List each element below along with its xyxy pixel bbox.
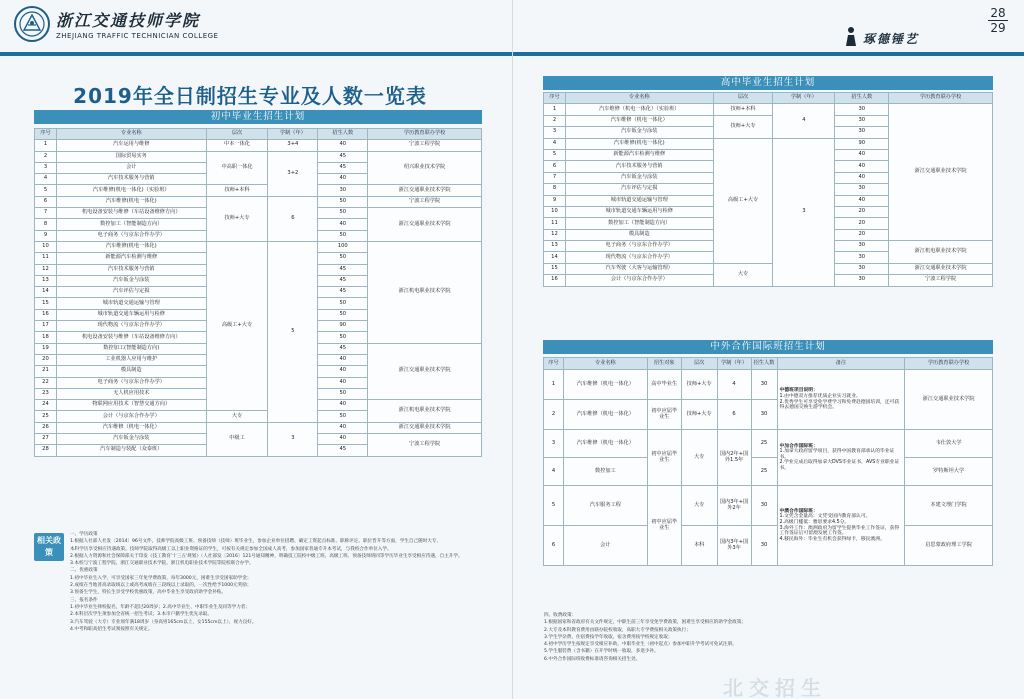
- major-name: 汽车维修（机电一体化）: [56, 422, 206, 433]
- table-row: [544, 104, 993, 115]
- row-number: 4: [544, 138, 566, 149]
- column-header: 学历教育联办学校: [889, 93, 993, 104]
- school-motto: 琢德锤艺: [863, 32, 920, 46]
- row-number: 22: [35, 377, 57, 388]
- major-name: 汽车技术服务与营销: [56, 264, 206, 275]
- row-number: 6: [35, 196, 57, 207]
- enrollment-count: 90: [318, 321, 368, 332]
- policy-line: 3.本校与宁波工程学院、浙江交通职业技术学院、浙江机电职业技术学院等院校联合办学。: [70, 561, 254, 567]
- table-header-row: [544, 93, 993, 104]
- column-header: 层次: [681, 358, 717, 370]
- duration: 国内3年+国外3年: [717, 526, 751, 566]
- middle-school-section-title: 初中毕业生招生计划: [34, 110, 482, 124]
- major-name: 现代物流（与京东合作办学）: [56, 321, 206, 332]
- enrollment-count: 30: [751, 400, 777, 430]
- major-name: 数控加工(智能制造方向): [56, 343, 206, 354]
- major-name: 模具制造: [56, 366, 206, 377]
- enrollment-count: 40: [318, 434, 368, 445]
- column-header: 序号: [35, 129, 57, 140]
- duration: 3: [773, 138, 835, 286]
- column-header: 备注: [777, 358, 905, 370]
- row-number: 12: [544, 229, 566, 240]
- row-number: 1: [544, 104, 566, 115]
- policy-text: [70, 531, 480, 633]
- partner-school: 韦仕敦大学: [905, 430, 993, 458]
- duration: 国内3年+国外2年: [717, 486, 751, 526]
- australia-note-line: 4.移民海外：毕业生有机会获得绿卡，移民澳洲。: [779, 536, 885, 542]
- major-name: 会计: [563, 526, 647, 566]
- partner-school: 浙江交通职业技术学院: [889, 104, 993, 241]
- enrollment-count: 90: [835, 138, 889, 149]
- row-number: 6: [544, 526, 564, 566]
- enrollment-count: 30: [835, 241, 889, 252]
- enrollment-count: 40: [318, 174, 368, 185]
- policy-line: 2.根据人力资源和社会保障部关于印发《技工教育'十三五'规划》（人社部发〔2016〕121号通知精神，明确技工院校中级工班、高级工班、预备技师班同等学历毕业生享受相应待遇，自主升学。: [70, 553, 463, 559]
- major-name: 机电设备安装与维修（车站设备维修方向）: [56, 208, 206, 219]
- partner-school: 宁波工程学院: [889, 275, 993, 286]
- policy-tag-label: 相关政策: [37, 536, 61, 557]
- row-number: 26: [35, 422, 57, 433]
- policy-line: 3.预备生学生，特长生享受学校优惠政策，高中毕业生享受政府助学金补贴。: [70, 590, 226, 596]
- enrollment-count: 45: [318, 343, 368, 354]
- level: 技师+大专: [713, 115, 773, 138]
- major-name: 数控加工（智能制造方向）: [565, 218, 713, 229]
- figure-icon: [843, 26, 859, 46]
- partner-school: 宁波工程学院: [368, 196, 482, 207]
- partner-school: 浙江交通职业技术学院: [368, 185, 482, 196]
- major-name: 汽车维修（机电一体化）（实验班）: [565, 104, 713, 115]
- duration: 3: [268, 422, 318, 456]
- row-number: 14: [35, 287, 57, 298]
- row-number: 10: [35, 241, 57, 252]
- column-header: 层次: [713, 93, 773, 104]
- australia-note-line: 3.海外工作：澳洲政府为留学生提供毕业工作签证，获得工作签证后可留澳发展工作签。: [779, 525, 900, 537]
- row-number: 3: [544, 127, 566, 138]
- enrollment-count: 50: [318, 332, 368, 343]
- column-header: 序号: [544, 93, 566, 104]
- policy-line: 1.初中毕业生入学，可享受国家三年免学费政策，每年3000元，困难生享受国家助学金；: [70, 575, 252, 581]
- enrollment-count: 50: [318, 309, 368, 320]
- duration: 4: [773, 104, 835, 138]
- partner-school: 罗特斯坦大学: [905, 458, 993, 486]
- row-number: 4: [544, 458, 564, 486]
- page-numbers: [986, 6, 1010, 35]
- row-number: 2: [544, 115, 566, 126]
- table-row: [544, 526, 993, 566]
- australia-note-line: 1.文凭含金量高：文凭受国内教育部认可。: [779, 514, 871, 520]
- table-row: [544, 370, 993, 400]
- enrollment-count: 30: [751, 486, 777, 526]
- row-number: 25: [35, 411, 57, 422]
- enrollment-count: 45: [318, 151, 368, 162]
- major-name: 物联网应用技术（智慧交通方向）: [56, 400, 206, 411]
- enrollment-count: 25: [751, 458, 777, 486]
- major-name: 汽车维修(机电一体化): [56, 196, 206, 207]
- enrollment-count: 30: [751, 370, 777, 400]
- enrollment-count: 40: [835, 149, 889, 160]
- level: 技师+大专: [206, 196, 268, 241]
- major-name: 汽车制造与装配（众泰班）: [56, 445, 206, 456]
- enrollment-count: 40: [318, 377, 368, 388]
- enrollment-count: 40: [318, 400, 368, 411]
- enrollment-count: 30: [835, 115, 889, 126]
- column-header: 招生人数: [835, 93, 889, 104]
- column-header: 招生人数: [318, 129, 368, 140]
- row-number: 23: [35, 388, 57, 399]
- duration: 6: [268, 196, 318, 241]
- main-title: 2019年全日制招生专业及人数一览表: [73, 84, 427, 108]
- table-row: [544, 458, 993, 486]
- level: 中本一体化: [206, 140, 268, 151]
- major-name: 汽车服务工程: [563, 486, 647, 526]
- enrollment-count: 40: [318, 354, 368, 365]
- table-row: [544, 263, 993, 274]
- row-number: 8: [35, 219, 57, 230]
- row-number: 1: [35, 140, 57, 151]
- partner-school: 宁波工程学院: [368, 434, 482, 457]
- enrollment-count: 20: [835, 218, 889, 229]
- row-number: 5: [544, 149, 566, 160]
- column-header: 专业名称: [56, 129, 206, 140]
- policy-line: 2.成绩在当地普高录取线以上或高考成绩在三段线以上录取的，一次性给予1000元奖励；: [70, 583, 252, 589]
- enrollment-count: 40: [318, 140, 368, 151]
- column-header: 学制（年）: [717, 358, 751, 370]
- column-header: 学制（年）: [773, 93, 835, 104]
- row-number: 2: [35, 151, 57, 162]
- level: 技师+本科: [206, 185, 268, 196]
- row-number: 18: [35, 332, 57, 343]
- enrollment-count: 40: [835, 161, 889, 172]
- duration: 3+4: [268, 140, 318, 151]
- enrollment-count: 30: [835, 275, 889, 286]
- enrollment-count: 45: [318, 275, 368, 286]
- partner-school: 绍兴职业技术学院: [368, 151, 482, 185]
- germany-note-line: 2.优秀学生可享受免学费学习和免费赴德国培训，还可获得去德国交换生游学机会。: [779, 399, 900, 411]
- enrollment-count: 40: [318, 366, 368, 377]
- major-name: 城市轨道交通车辆运用与检修: [56, 309, 206, 320]
- fee-note-line: 4.初中学历学生按规定享受相应补助，中职毕业生（初中起点）参加中职升学考试可免试注册。: [544, 642, 737, 648]
- target-group: 高中毕业生: [647, 370, 681, 400]
- major-name: 汽车技术服务与营销: [56, 174, 206, 185]
- level: 本科: [681, 526, 717, 566]
- major-name: 汽车维修（机电一体化）: [563, 430, 647, 458]
- enrollment-count: 45: [318, 162, 368, 173]
- major-name: 会计（与京东合作办学）: [56, 411, 206, 422]
- major-name: 汽车钣金与涂装: [565, 172, 713, 183]
- enrollment-count: 30: [835, 263, 889, 274]
- level: 技师+大专: [681, 400, 717, 430]
- row-number: 9: [544, 195, 566, 206]
- policy-line: 1.根据人社部人社发〔2014〕96号文件，技师学院高级工班、预备技师（技师）班毕业生，参加企业单位招聘、确定工资起点标准、职称评定、职位晋升等方面，学生自己随时大专、: [70, 539, 442, 545]
- row-number: 5: [35, 185, 57, 196]
- major-name: 汽车钣金与涂装: [56, 275, 206, 286]
- major-name: 新能源汽车检测与维修: [56, 253, 206, 264]
- policy-line: 本科学历享受相应待遇政策。技师学院取得高级工以上职业资格证的学生，可按有关规定参加全国成人高考，参加国家普通专升本考试，与我校合作单位入学。: [70, 546, 392, 552]
- major-name: 汽车维修(机电一体化): [565, 138, 713, 149]
- major-name: 电子商务（与京东合作办学）: [56, 230, 206, 241]
- major-name: 新能源汽车检测与维修: [565, 149, 713, 160]
- table-row: [35, 151, 482, 162]
- duration: 6: [717, 400, 751, 430]
- major-name: 汽车维修(机电一体化): [56, 241, 206, 252]
- table-row: [35, 422, 482, 433]
- australia-note: [777, 486, 905, 566]
- enrollment-count: 20: [835, 229, 889, 240]
- enrollment-count: 40: [835, 195, 889, 206]
- major-name: 汽车钣金与涂装: [56, 434, 206, 445]
- row-number: 16: [544, 275, 566, 286]
- table-row: [544, 430, 993, 458]
- fee-note-line: 5.学生服装费（含书籍）在开学时统一收取，多退少补。: [544, 649, 659, 655]
- major-name: 现代物流（与京东合作办学）: [565, 252, 713, 263]
- row-number: 20: [35, 354, 57, 365]
- enrollment-count: 50: [318, 388, 368, 399]
- major-name: 汽车评估与定损: [565, 184, 713, 195]
- germany-note: [777, 370, 905, 430]
- major-name: 城市轨道交通运输与管理: [565, 195, 713, 206]
- major-name: 电子商务（与京东合作办学）: [565, 241, 713, 252]
- level: 大专: [206, 411, 268, 422]
- major-name: 会计（与京东合作办学）: [565, 275, 713, 286]
- row-number: 15: [35, 298, 57, 309]
- partner-school: 浙江交通职业技术学院: [368, 343, 482, 399]
- major-name: 汽车维修（机电一体化）: [563, 370, 647, 400]
- target-group: 初中应届毕业生: [647, 486, 681, 566]
- duration: 国内2年+国外1.5年: [717, 430, 751, 486]
- row-number: 28: [35, 445, 57, 456]
- enrollment-count: 50: [318, 230, 368, 241]
- canada-note: [777, 430, 905, 486]
- row-number: 17: [35, 321, 57, 332]
- australia-note-line: 2.高级门槛低：雅思要求4.5分。: [779, 519, 850, 525]
- level: 大专: [681, 486, 717, 526]
- major-name: 数控加工: [563, 458, 647, 486]
- row-number: 7: [35, 208, 57, 219]
- row-number: 7: [544, 172, 566, 183]
- table-row: [35, 196, 482, 207]
- page-number-right: 29: [990, 21, 1006, 35]
- row-number: 9: [35, 230, 57, 241]
- high-school-table: [543, 92, 993, 287]
- fee-note-line: 3.学生学杂费、住宿费按学年收取，宿舍费用按学校规定收取；: [544, 634, 673, 640]
- enrollment-count: 45: [318, 287, 368, 298]
- partner-school: 浙江交通职业技术学院: [368, 208, 482, 242]
- row-number: 6: [544, 161, 566, 172]
- row-number: 4: [35, 174, 57, 185]
- enrollment-count: 40: [318, 422, 368, 433]
- enrollment-count: 30: [751, 526, 777, 566]
- partner-school: 浙江机电职业技术学院: [889, 241, 993, 264]
- watermark: 北交招生: [723, 676, 827, 699]
- high-school-section-title: 高中毕业生招生计划: [543, 76, 993, 90]
- level: 技师+大专: [681, 370, 717, 400]
- policy-line: 4.中考和职高招生考试须按照有关规定。: [70, 626, 153, 632]
- major-name: 汽车钣金与涂装: [565, 127, 713, 138]
- policy-line: 1.初中毕业生择校报名，年龄不超过20周岁；2.高中毕业生、中职毕业生及同等学力者；: [70, 604, 250, 610]
- row-number: 8: [544, 184, 566, 195]
- enrollment-count: 30: [835, 104, 889, 115]
- major-name: 汽车评估与定损: [56, 287, 206, 298]
- intl-table: [543, 357, 993, 566]
- policy-tag: [34, 533, 64, 561]
- intl-section-title: 中外合作国际班招生计划: [543, 340, 993, 354]
- column-header: 招生人数: [751, 358, 777, 370]
- row-number: 2: [544, 400, 564, 430]
- school-emblem-icon: [14, 6, 50, 42]
- enrollment-count: 45: [318, 264, 368, 275]
- level: 中级工: [206, 422, 268, 456]
- enrollment-count: 30: [318, 185, 368, 196]
- row-number: 1: [544, 370, 564, 400]
- target-group: 初中应届毕业生: [647, 400, 681, 430]
- major-name: 汽车驾驶（大客与运输管理）: [565, 263, 713, 274]
- enrollment-count: 50: [318, 208, 368, 219]
- table-row: [544, 486, 993, 526]
- canada-note-line: 1.加拿大政府留学项目，获得中国教育部承认的毕业证书。: [779, 449, 895, 460]
- policy-line: 二、优惠政策: [70, 568, 98, 574]
- row-number: 24: [35, 400, 57, 411]
- column-header: 学制（年）: [268, 129, 318, 140]
- table-header-row: [35, 129, 482, 140]
- major-name: 会计: [56, 162, 206, 173]
- column-header: 序号: [544, 358, 564, 370]
- page-number-left: 28: [990, 6, 1006, 20]
- germany-note-title: 中德班项目说明：: [779, 388, 818, 394]
- header-divider-right: [513, 52, 1024, 56]
- partner-school: 浙江交通职业技术学院: [889, 263, 993, 274]
- level: 高级工+大专: [713, 138, 773, 263]
- policy-line: 一、学历政策: [70, 532, 98, 537]
- enrollment-count: 50: [318, 253, 368, 264]
- row-number: 14: [544, 252, 566, 263]
- major-name: 汽车维修（机电一体化）: [563, 400, 647, 430]
- middle-school-table: [34, 128, 482, 457]
- row-number: 16: [35, 309, 57, 320]
- column-header: 层次: [206, 129, 268, 140]
- major-name: 城市轨道交通运输与管理: [56, 298, 206, 309]
- row-number: 12: [35, 264, 57, 275]
- school-name-cn: 浙江交通技师学院: [56, 11, 201, 30]
- major-name: 国际贸易实务: [56, 151, 206, 162]
- table-header-row: [544, 358, 993, 370]
- row-number: 11: [35, 253, 57, 264]
- major-name: 电子商务（与京东合作办学）: [56, 377, 206, 388]
- major-name: 模具制造: [565, 229, 713, 240]
- column-header: 学历教育联办学校: [368, 129, 482, 140]
- enrollment-count: 30: [835, 184, 889, 195]
- major-name: 汽车技术服务与营销: [565, 161, 713, 172]
- duration: 3+2: [268, 151, 318, 196]
- enrollment-count: 40: [835, 172, 889, 183]
- enrollment-count: 45: [318, 445, 368, 456]
- partner-school: 浙江机电职业技术学院: [368, 400, 482, 423]
- duration: 4: [717, 370, 751, 400]
- australia-note-title: 中澳合作国际班：: [779, 508, 818, 514]
- row-number: 13: [35, 275, 57, 286]
- column-header: 专业名称: [565, 93, 713, 104]
- header-divider: [0, 52, 512, 56]
- level: 大专: [681, 430, 717, 486]
- table-row: [35, 185, 482, 196]
- table-row: [35, 241, 482, 252]
- column-header: 招生对象: [647, 358, 681, 370]
- row-number: 10: [544, 206, 566, 217]
- enrollment-count: 30: [835, 127, 889, 138]
- fee-note-line: 四、收费政策：: [544, 613, 577, 618]
- row-number: 5: [544, 486, 564, 526]
- row-number: 21: [35, 366, 57, 377]
- row-number: 3: [35, 162, 57, 173]
- major-name: 汽车运用与维修: [56, 140, 206, 151]
- enrollment-count: 50: [318, 196, 368, 207]
- row-number: 19: [35, 343, 57, 354]
- major-name: 无人机应用技术: [56, 388, 206, 399]
- major-name: 机电设备安装与维修（车站设备维修方向）: [56, 332, 206, 343]
- fee-note-line: 2.大专及本科教育费用由联办院校收取，高职大专学费按相关政策执行；: [544, 627, 691, 633]
- enrollment-count: 30: [835, 252, 889, 263]
- germany-note-line: 1.由中德双方推荐优质企业实习就业。: [779, 393, 861, 399]
- major-name: 数控加工（智能制造方向）: [56, 219, 206, 230]
- enrollment-count: 20: [835, 206, 889, 217]
- duration: 5: [268, 241, 318, 422]
- row-number: 15: [544, 263, 566, 274]
- column-header: 学历教育联办学校: [905, 358, 993, 370]
- partner-school: 浙江交通职业技术学院: [905, 370, 993, 430]
- partner-school: 宁波工程学院: [368, 140, 482, 151]
- partner-school: 浙江交通职业技术学院: [368, 422, 482, 433]
- partner-school: 浙江机电职业技术学院: [368, 241, 482, 343]
- column-header: 专业名称: [563, 358, 647, 370]
- enrollment-count: 100: [318, 241, 368, 252]
- enrollment-count: 50: [318, 298, 368, 309]
- policy-line: 3.汽车驾驶（大专）专业须年满18周岁（身高男165cm以上，女155cm以上），视力良好。: [70, 619, 257, 625]
- fee-note-line: 6.中外合作国际班收费标准请咨询相关招生处。: [544, 656, 641, 662]
- school-logo: [14, 6, 218, 42]
- level: 大专: [713, 263, 773, 286]
- row-number: 27: [35, 434, 57, 445]
- major-name: 工业机器人应用与维护: [56, 354, 206, 365]
- table-row: [35, 140, 482, 151]
- row-number: 11: [544, 218, 566, 229]
- partner-school: 本建文理门学院: [905, 486, 993, 526]
- target-group: 初中应届毕业生: [647, 430, 681, 486]
- major-name: 汽车维修（机电一体化）: [565, 115, 713, 126]
- level: 高级工+大专: [206, 241, 268, 410]
- fee-note-line: 1.根据国家和省政府有关文件规定，中职生前三年享受免学费政策，困难生享受相应的助学金政策；: [544, 620, 746, 626]
- right-page: [512, 0, 1024, 699]
- enrollment-count: 50: [318, 411, 368, 422]
- canada-note-line: 2.学业完成后取得加拿大DVS毕业证书，AVS专业职业证书。: [779, 460, 900, 471]
- level: 技师+本科: [713, 104, 773, 115]
- row-number: 3: [544, 430, 564, 458]
- fee-notes: [544, 612, 984, 663]
- major-name: 汽车维修(机电一体化)（实验班）: [56, 185, 206, 196]
- canada-note-title: 中加合作国际班：: [779, 443, 818, 449]
- policy-line: 三、报名条件: [70, 597, 98, 603]
- partner-school: 启思蒙政府理工学院: [905, 526, 993, 566]
- policy-line: 2.本科层次学生须参加全省统一招生考试；3.本市户籍学生优先录取。: [70, 612, 212, 618]
- school-name-en: ZHEJIANG TRAFFIC TECHNICIAN COLLEGE: [56, 32, 219, 40]
- row-number: 13: [544, 241, 566, 252]
- enrollment-count: 25: [751, 430, 777, 458]
- enrollment-count: 40: [318, 219, 368, 230]
- level: 中高职一体化: [206, 151, 268, 185]
- major-name: 城市轨道交通车辆运用与检修: [565, 206, 713, 217]
